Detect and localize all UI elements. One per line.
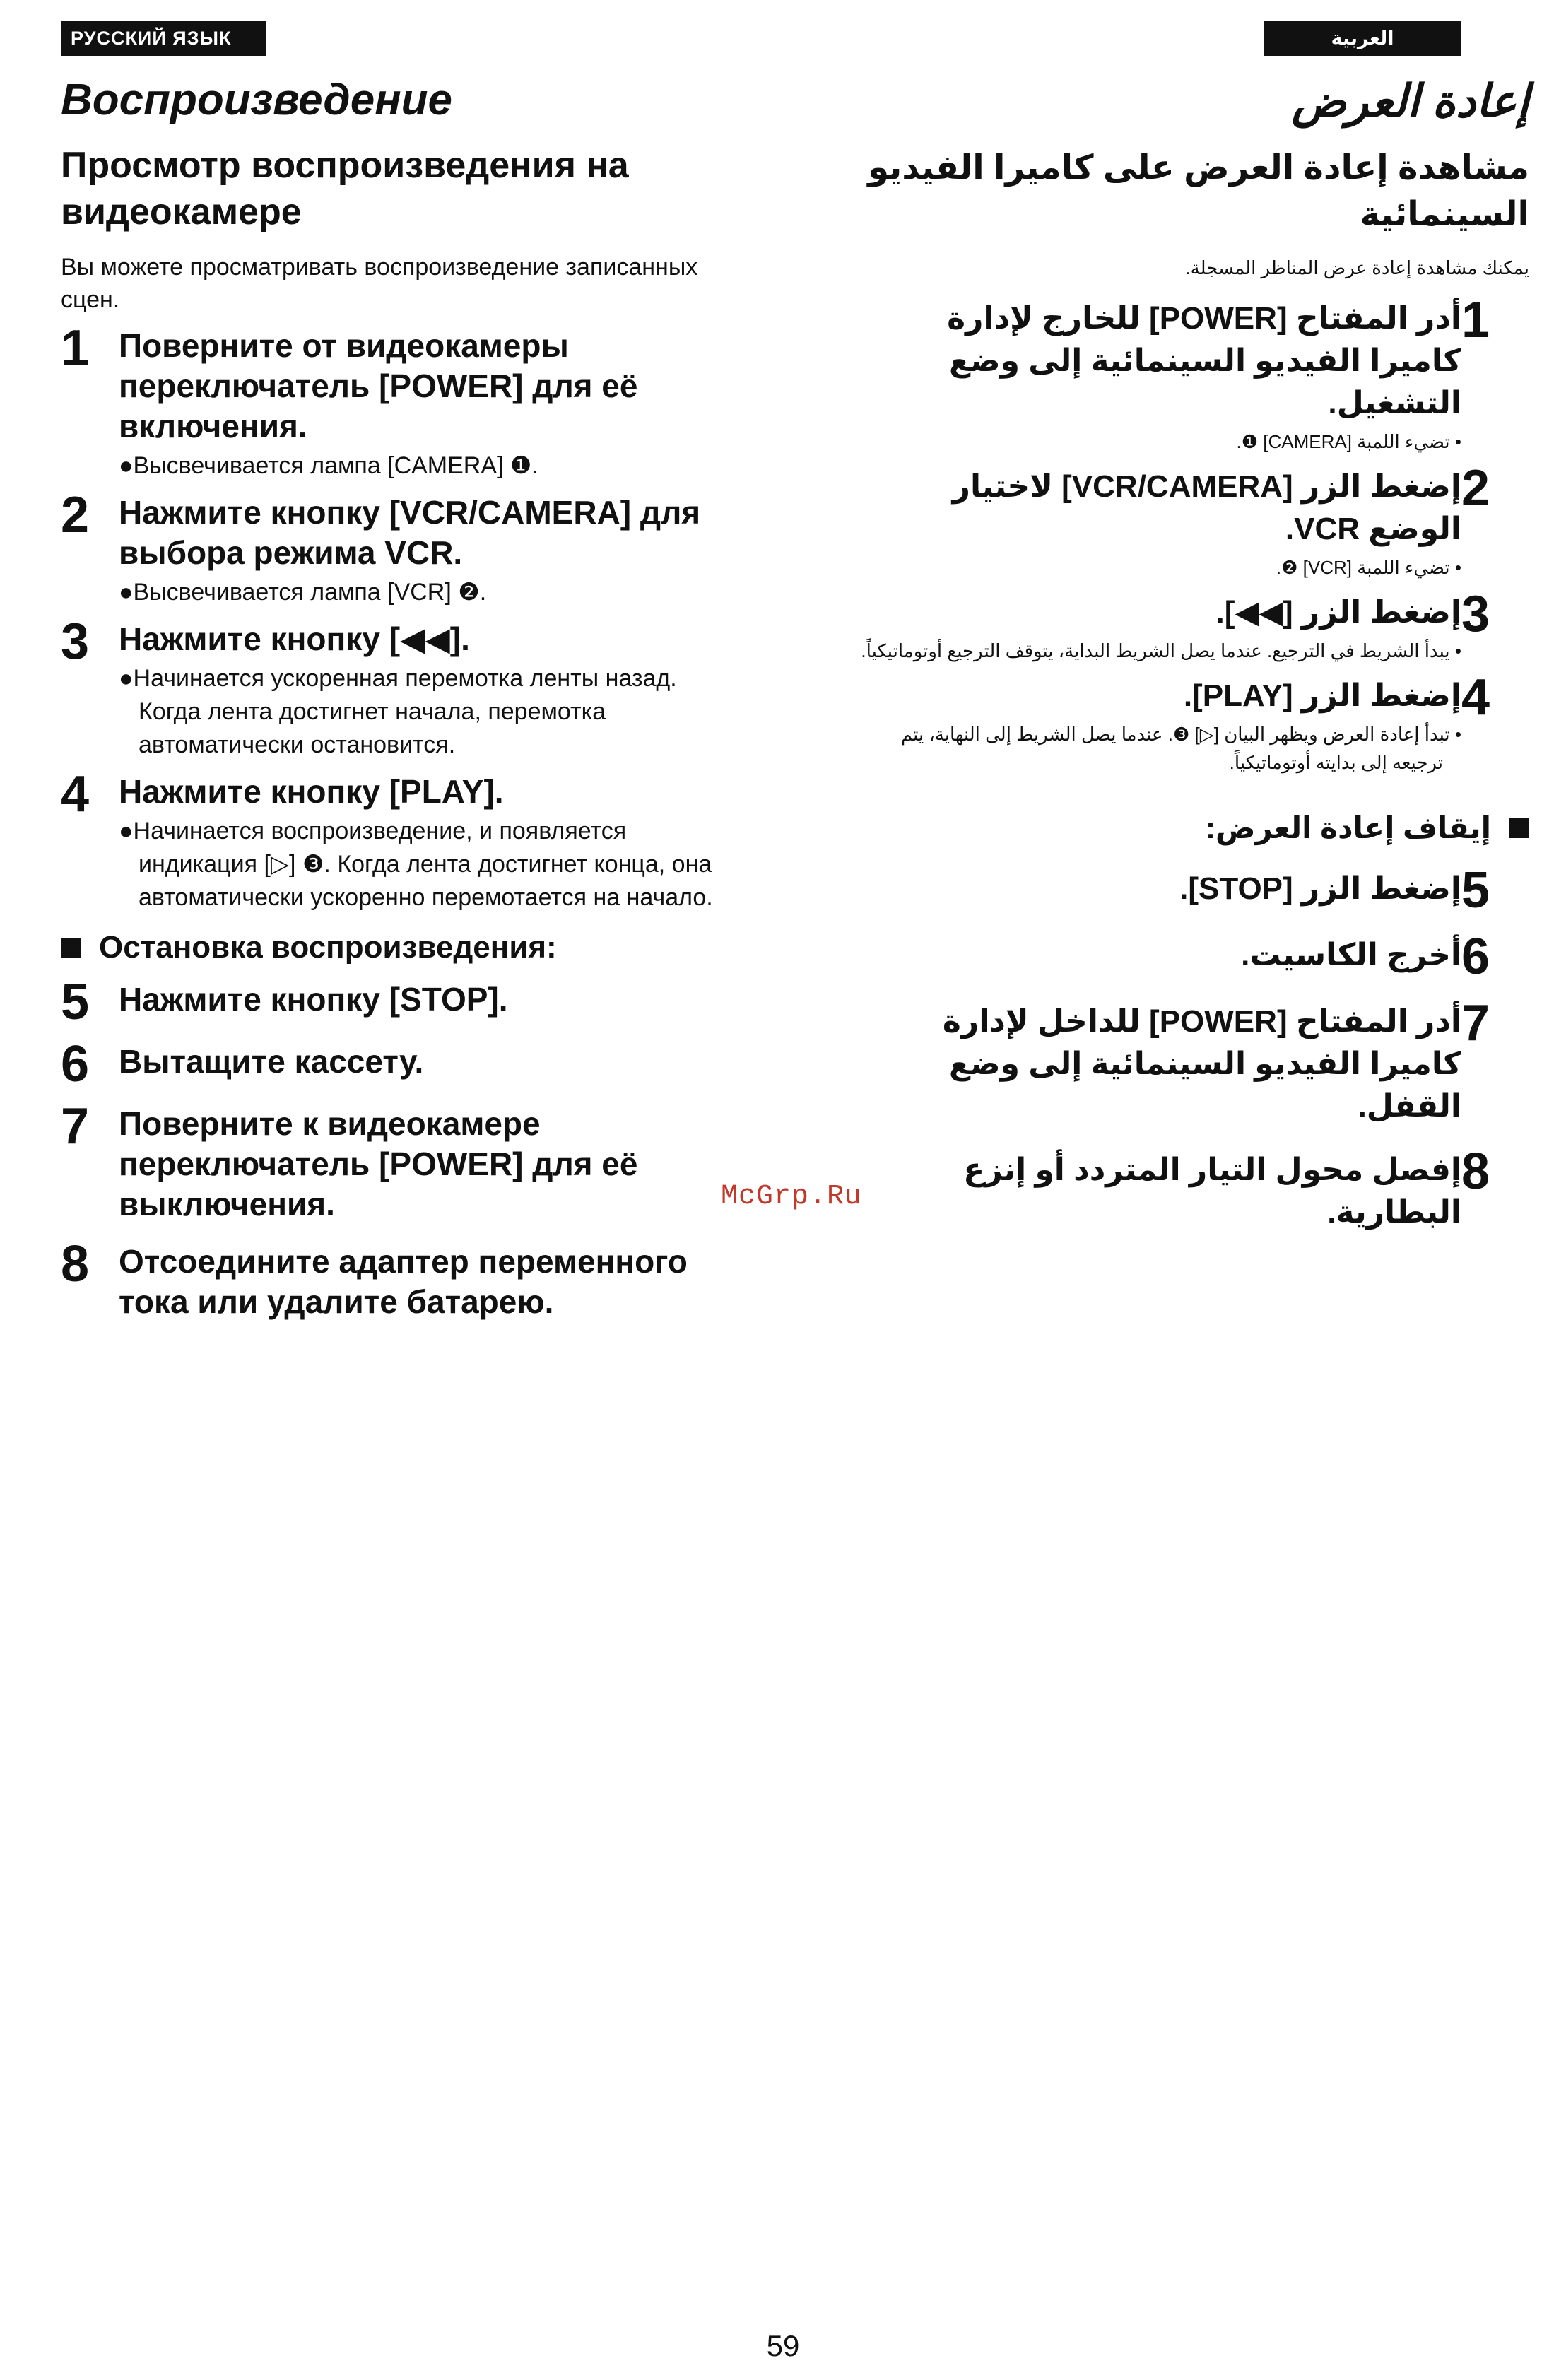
black-square-icon <box>1509 818 1529 838</box>
language-tab-russian: РУССКИЙ ЯЗЫК <box>61 21 266 56</box>
step-instruction: Нажмите кнопку [STOP]. <box>119 981 508 1018</box>
step-6 <box>61 1036 732 1092</box>
step-number: 4 <box>1461 669 1490 726</box>
step-number: 8 <box>61 1236 90 1292</box>
stop-playback-heading <box>61 930 732 965</box>
step-note: ●Начинается воспроизведение, и появляется индикация [▷] ❸. Когда лента достигнет конца, она автоматически ускоренно перемотается на начало. <box>119 818 713 911</box>
step-3 <box>61 613 732 762</box>
arabic-column <box>851 75 1529 1244</box>
language-tab-arabic: العربية <box>1264 21 1461 56</box>
stop-heading-text: إيقاف إعادة العرض: <box>1206 811 1491 844</box>
step-instruction: أخرج الكاسيت. <box>1241 938 1461 972</box>
step-number: 7 <box>61 1098 90 1155</box>
step-note: ●Высвечивается лампа [VCR] ❷. <box>119 579 487 606</box>
step-number: 2 <box>1461 460 1490 517</box>
step-number: 6 <box>1461 929 1490 985</box>
intro-text: Вы можете просматривать воспроизведение записанных сцен. <box>61 254 698 313</box>
step-number: 2 <box>61 487 90 543</box>
stop-heading-text: Остановка воспроизведения: <box>99 930 557 965</box>
step-number: 6 <box>61 1036 90 1092</box>
step-7 <box>61 1098 732 1225</box>
step-5 <box>851 862 1529 919</box>
step-instruction: إضغط الزر [◀◀]. <box>1215 595 1461 630</box>
step-note: • يبدأ الشريط في الترجيع. عندما يصل الشريط البداية، يتوقف الترجيع أوتوماتيكياً. <box>861 640 1461 661</box>
step-2 <box>61 487 732 609</box>
section-subtitle: Просмотр воспроизведения на видеокамере <box>61 145 629 232</box>
step-instruction: Поверните от видеокамеры переключатель [POWER] для её включения. <box>119 327 638 444</box>
black-square-icon <box>61 938 81 958</box>
step-7 <box>851 995 1529 1128</box>
step-4 <box>61 766 732 914</box>
step-5 <box>61 974 732 1030</box>
step-1 <box>851 292 1529 456</box>
step-instruction: Вытащите кассету. <box>119 1043 424 1080</box>
step-number: 7 <box>1461 995 1490 1051</box>
step-note: ●Высвечивается лампа [CAMERA] ❶. <box>119 452 538 479</box>
step-number: 3 <box>1461 586 1490 642</box>
step-instruction: Нажмите кнопку [◀◀]. <box>119 620 470 657</box>
russian-column <box>61 75 732 1332</box>
step-6 <box>851 929 1529 985</box>
step-4 <box>851 669 1529 777</box>
step-instruction: إضغط الزر [STOP]. <box>1179 871 1461 906</box>
step-instruction: Нажмите кнопку [PLAY]. <box>119 773 504 810</box>
section-subtitle: مشاهدة إعادة العرض على كاميرا الفيديو السينمائية <box>868 149 1529 233</box>
step-note: • تضيء اللمبة [VCR] ❷. <box>1276 557 1461 578</box>
step-2 <box>851 460 1529 582</box>
section-title: Воспроизведение <box>61 76 453 124</box>
step-note: • تبدأ إعادة العرض ويظهر البيان [▷] ❸. عندما يصل الشريط إلى النهاية، يتم ترجيعه إلى بدايته أوتوماتيكياً. <box>900 724 1461 773</box>
step-3 <box>851 586 1529 665</box>
step-instruction: إفصل محول التيار المتردد أو إنزع البطارية. <box>963 1153 1461 1230</box>
step-number: 5 <box>1461 862 1490 919</box>
step-instruction: Поверните к видеокамере переключатель [POWER] для её выключения. <box>119 1105 638 1223</box>
watermark: McGrp.Ru <box>721 1181 863 1213</box>
page-number: 59 <box>766 2329 800 2362</box>
step-instruction: إضغط الزر [VCR/CAMERA] لاختيار الوضع VCR. <box>952 469 1461 546</box>
step-instruction: Отсоедините адаптер переменного тока или удалите батарею. <box>119 1243 688 1320</box>
step-1 <box>61 320 732 483</box>
step-number: 1 <box>61 320 90 377</box>
step-8 <box>851 1143 1529 1234</box>
step-number: 1 <box>1461 292 1490 348</box>
intro-text: يمكنك مشاهدة إعادة عرض المناظر المسجلة. <box>1185 257 1529 278</box>
step-number: 3 <box>61 613 90 670</box>
stop-playback-heading <box>851 811 1529 845</box>
step-instruction: أدر المفتاح [POWER] للخارج لإدارة كاميرا الفيديو السينمائية إلى وضع التشغيل. <box>947 301 1461 420</box>
step-instruction: Нажмите кнопку [VCR/CAMERA] для выбора режима VCR. <box>119 494 701 571</box>
step-instruction: أدر المفتاح [POWER] للداخل لإدارة كاميرا الفيديو السينمائية إلى وضع القفل. <box>942 1004 1461 1124</box>
step-note: ●Начинается ускоренная перемотка ленты назад. Когда лента достигнет начала, перемотка автоматически остановится. <box>119 665 677 758</box>
step-number: 5 <box>61 974 90 1030</box>
step-number: 4 <box>61 766 90 823</box>
step-note: • تضيء اللمبة [CAMERA] ❶. <box>1236 431 1461 452</box>
step-8 <box>61 1236 732 1322</box>
step-instruction: إضغط الزر [PLAY]. <box>1183 678 1461 713</box>
section-title: إعادة العرض <box>1291 76 1529 126</box>
step-number: 8 <box>1461 1143 1490 1200</box>
